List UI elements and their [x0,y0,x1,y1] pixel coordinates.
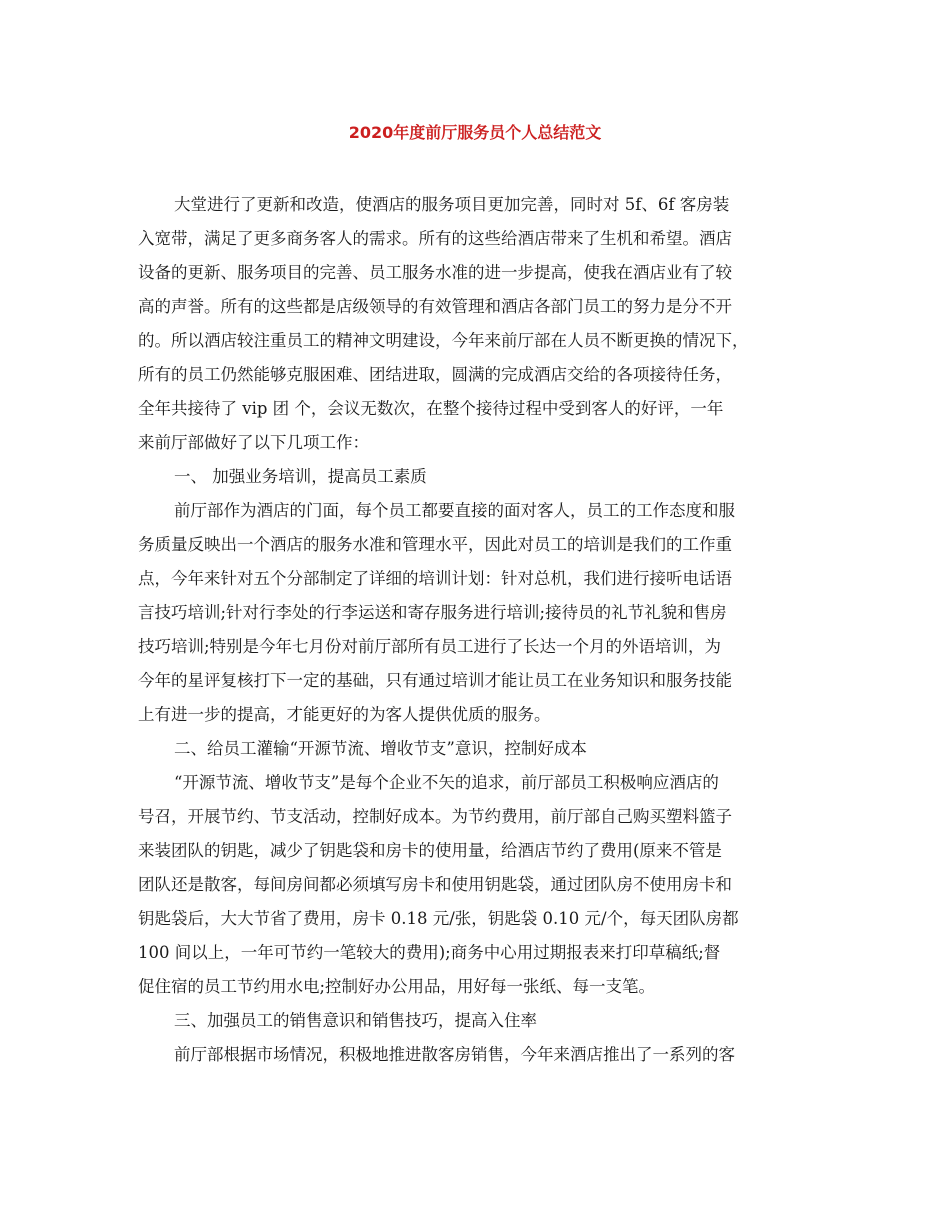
text-line: 号召，开展节约、节支活动，控制好成本。为节约费用，前厅部自己购买塑料篮子 [138,807,732,826]
text-line: 促住宿的员工节约用水电;控制好办公用品，用好每一张纸、每一支笔。 [138,977,656,996]
text-line: 三、加强员工的销售意识和销售技巧，提高入住率 [174,1011,537,1030]
text-line: 所有的员工仍然能够克服困难、团结进取，圆满的完成酒店交给的各项接待任务， [138,365,732,384]
text-line: 前厅部作为酒店的门面，每个员工都要直接的面对客人，员工的工作态度和服 [174,501,735,520]
text-line: 大堂进行了更新和改造，使酒店的服务项目更加完善，同时对 5f、6f 客房装 [174,195,730,214]
text-line: 入宽带，满足了更多商务客人的需求。所有的这些给酒店带来了生机和希望。酒店 [138,229,732,248]
text-line: 今年的星评复核打下一定的基础，只有通过培训才能让员工在业务知识和服务技能 [138,671,732,690]
text-line: 一、 加强业务培训，提高员工素质 [174,467,427,486]
text-line: 100 间以上，一年可节约一笔较大的费用);商务中心用过期报表来打印草稿纸;督 [138,943,721,962]
text-line: 技巧培训;特别是今年七月份对前厅部所有员工进行了长达一个月的外语培训，为 [138,637,722,656]
text-line: 二、给员工灌输“开源节流、增收节支”意识，控制好成本 [174,739,587,758]
text-line: “开源节流、增收节支”是每个企业不矢的追求，前厅部员工积极响应酒店的 [174,773,719,792]
text-line: 全年共接待了 vip 团 个，会议无数次，在整个接待过程中受到客人的好评，一年 [138,399,724,418]
text-line: 设备的更新、服务项目的完善、员工服务水准的进一步提高，使我在酒店业有了较 [138,263,732,282]
text-line: 来装团队的钥匙，减少了钥匙袋和房卡的使用量，给酒店节约了费用(原来不管是 [138,841,722,860]
text-line: 言技巧培训;针对行李处的行李运送和寄存服务进行培训;接待员的礼节礼貌和售房 [138,603,727,622]
text-line: 高的声誉。所有的这些都是店级领导的有效管理和酒店各部门员工的努力是分不开 [138,297,732,316]
text-line: 钥匙袋后，大大节省了费用，房卡 0.18 元/张，钥匙袋 0.10 元/个，每天团队房都 [138,909,739,928]
text-line: 点，今年来针对五个分部制定了详细的培训计划：针对总机，我们进行接听电话语 [138,569,732,588]
text-line: 前厅部根据市场情况，积极地推进散客房销售，今年来酒店推出了一系列的客 [174,1045,735,1064]
text-line: 来前厅部做好了以下几项工作： [138,433,369,452]
text-line: 上有进一步的提高，才能更好的为客人提供优质的服务。 [138,705,551,724]
text-line: 团队还是散客，每间房间都必须填写房卡和使用钥匙袋，通过团队房不使用房卡和 [138,875,732,894]
document-body [138,188,818,1072]
document-title: 2020年度前厅服务员个人总结范文 [348,123,602,142]
text-line: 的。所以酒店较注重员工的精神文明建设，今年来前厅部在人员不断更换的情况下， [138,331,749,350]
text-line: 务质量反映出一个酒店的服务水准和管理水平，因此对员工的培训是我们的工作重 [138,535,732,554]
